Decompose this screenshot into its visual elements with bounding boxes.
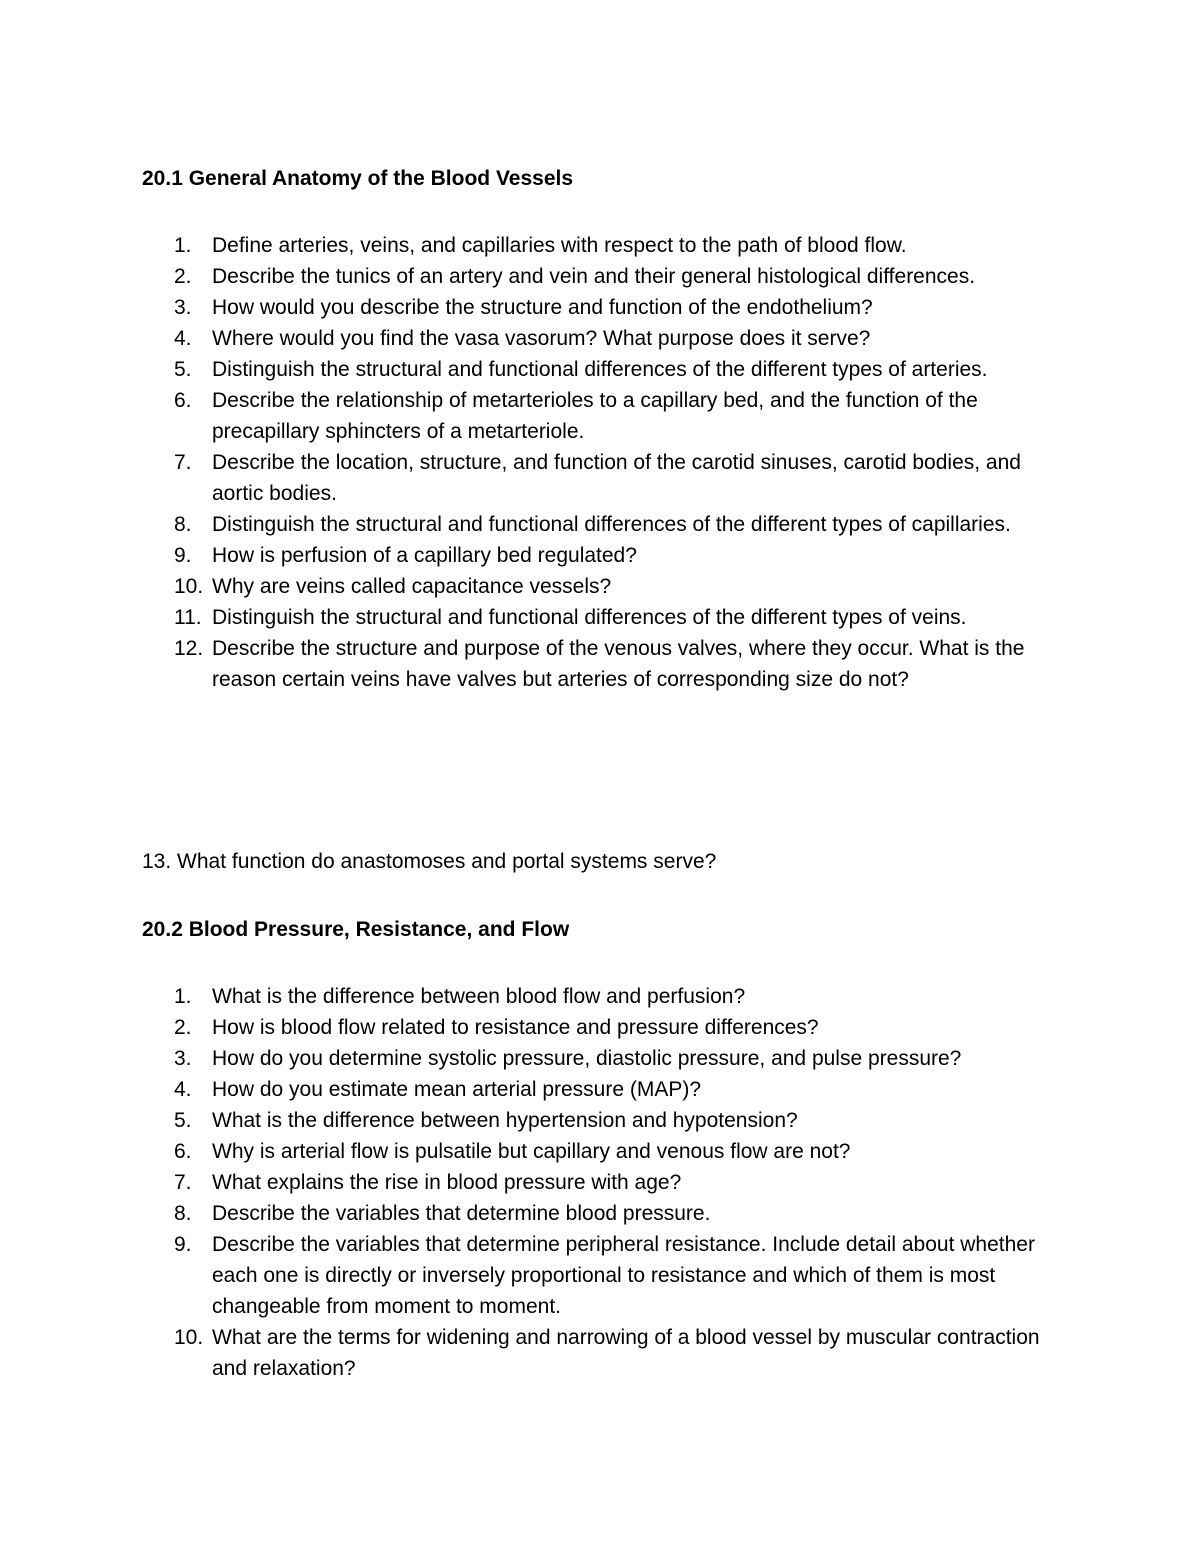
question-13: 13. What function do anastomoses and portal systems serve? [142,850,717,873]
list-item [0,1136,1072,1167]
item-text: What explains the rise in blood pressure with age? [212,1171,682,1194]
item-number: 12. [174,637,204,660]
item-number: 3. [174,1047,192,1070]
question-list-20-1 [0,230,1072,695]
item-number: 4. [174,327,192,350]
list-item [0,602,1072,633]
item-text: Distinguish the structural and functional differences of the different types of arteries. [212,358,988,381]
item-text: How is blood flow related to resistance and pressure differences? [212,1016,819,1039]
list-item [0,292,1072,323]
item-text: What are the terms for widening and narrowing of a blood vessel by muscular contraction and relaxation? [212,1326,1040,1380]
item-text: How do you determine systolic pressure, diastolic pressure, and pulse pressure? [212,1047,962,1070]
item-text: Describe the tunics of an artery and vein and their general histological differences. [212,265,976,288]
item-text: How do you estimate mean arterial pressure (MAP)? [212,1078,702,1101]
item-number: 10. [174,575,204,598]
item-text: Where would you find the vasa vasorum? What purpose does it serve? [212,327,871,350]
item-text: Distinguish the structural and functional differences of the different types of veins. [212,606,967,629]
item-number: 8. [174,513,192,536]
item-number: 7. [174,1171,192,1194]
item-number: 8. [174,1202,192,1225]
item-number: 9. [174,1233,192,1256]
item-number: 3. [174,296,192,319]
item-text: How would you describe the structure and function of the endothelium? [212,296,873,319]
list-item [0,354,1072,385]
list-item [0,633,1072,695]
item-text: How is perfusion of a capillary bed regulated? [212,544,637,567]
list-item [0,1105,1072,1136]
item-number: 11. [174,606,202,629]
item-number: 4. [174,1078,192,1101]
item-text: Define arteries, veins, and capillaries with respect to the path of blood flow. [212,234,907,257]
list-item [0,540,1072,571]
item-text: What is the difference between blood flow and perfusion? [212,985,746,1008]
list-item [0,1012,1072,1043]
list-item [0,981,1072,1012]
list-item [0,447,1072,509]
section-heading-20-1: 20.1 General Anatomy of the Blood Vessels [142,167,574,190]
list-item [0,509,1072,540]
list-item [0,261,1072,292]
item-text: Describe the location, structure, and function of the carotid sinuses, carotid bodies, and aortic bodies. [212,451,1021,505]
item-text: Describe the variables that determine blood pressure. [212,1202,711,1225]
list-item [0,1322,1072,1384]
list-item [0,1167,1072,1198]
item-number: 2. [174,1016,192,1039]
item-number: 7. [174,451,192,474]
item-text: Describe the structure and purpose of the venous valves, where they occur. What is the reason certain veins have valves but arteries of corresponding size do not? [212,637,1025,691]
item-text: Describe the relationship of metarterioles to a capillary bed, and the function of the precapillary sphincters of a metarteriole. [212,389,978,443]
item-text: Describe the variables that determine peripheral resistance. Include detail about whether each one is directly or inversely proportional to resistance and which of them is most changeable from moment to moment. [212,1233,1035,1318]
item-number: 1. [174,234,192,257]
question-list-20-2 [0,981,1072,1384]
list-item [0,323,1072,354]
item-number: 5. [174,358,192,381]
item-number: 1. [174,985,192,1008]
item-text: Distinguish the structural and functional differences of the different types of capillaries. [212,513,1011,536]
list-item [0,1074,1072,1105]
item-number: 6. [174,389,192,412]
list-item [0,571,1072,602]
section-heading-20-2: 20.2 Blood Pressure, Resistance, and Flow [142,918,570,941]
list-item [0,1229,1072,1322]
item-number: 2. [174,265,192,288]
item-text: Why is arterial flow is pulsatile but capillary and venous flow are not? [212,1140,851,1163]
item-number: 9. [174,544,192,567]
item-number: 10. [174,1326,204,1349]
item-text: What is the difference between hypertension and hypotension? [212,1109,798,1132]
item-text: Why are veins called capacitance vessels? [212,575,612,598]
list-item [0,1043,1072,1074]
list-item [0,385,1072,447]
list-item [0,1198,1072,1229]
item-number: 6. [174,1140,192,1163]
list-item [0,230,1072,261]
item-number: 5. [174,1109,192,1132]
